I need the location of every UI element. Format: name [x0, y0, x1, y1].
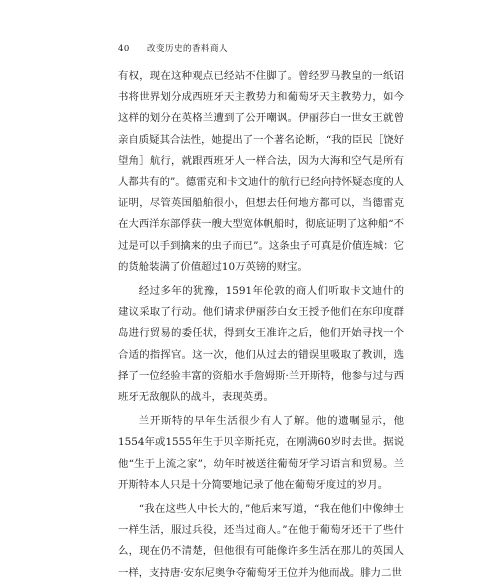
paragraph-continued: 有权，现在这种观点已经站不住脚了。曾经罗马教皇的一纸诏书将世界划分成西班牙天主教势力和葡萄牙天主教势力，如今这样的划分在英格兰遭到了公开嘲讽。伊丽莎白一世女王就曾亲自质疑其合法性，她提出了一个著名论断，“我的臣民［饶好望角］航行，就跟西班牙人一样合法，因为大海和空气是所有人都共有的”。德雷克和卡文迪什的航行已经向持怀疑态度的人证明，尽管英国船舶很小，但想去任何地方都可以，当德雷克在大西洋东部俘获一艘大型宽体帆船时，彻底证明了这种船“不过是可以手到擒来的虫子而已”。这条虫子可真是价值连城：它的货舱装满了价值超过10万英镑的财宝。: [118, 70, 404, 273]
page-number: 40: [118, 44, 130, 54]
paragraph: 兰开斯特的早年生活很少有人了解。他的遗嘱显示，他1554年或1555年生于贝辛斯托克，在刚满60岁时去世。据说他“生于上流之家”，幼年时被送往葡萄牙学习语言和贸易。兰开斯特本人只是十分简要地记录了他在葡萄牙度过的岁月。: [118, 415, 404, 491]
paragraph: “我在这些人中长大的，”他后来写道，“我在他们中像绅士一样生活，服过兵役，还当过商人。”在他于葡萄牙还干了些什么，现在仍不清楚，但他很有可能像许多生活在那儿的英国人一样，支持唐·安东尼奥争夺葡萄牙王位并为他而战。腓力二世: [118, 503, 404, 579]
running-head: [118, 42, 228, 54]
book-title: 改变历史的香料商人: [147, 44, 229, 54]
body-text: [118, 66, 404, 584]
paragraph: 经过多年的犹豫，1591年伦敦的商人们听取卡文迪什的建议采取了行动。他们请求伊丽莎白女王授予他们在东印度群岛进行贸易的委任状，得到女王准许之后，他们开始寻找一个合适的指挥官。这一次，他们从过去的错误里吸取了教训，选择了一位经验丰富的资船水手詹姆斯·兰开斯特，他参与过与西班牙无敌舰队的战斗，表现英勇。: [118, 285, 404, 404]
